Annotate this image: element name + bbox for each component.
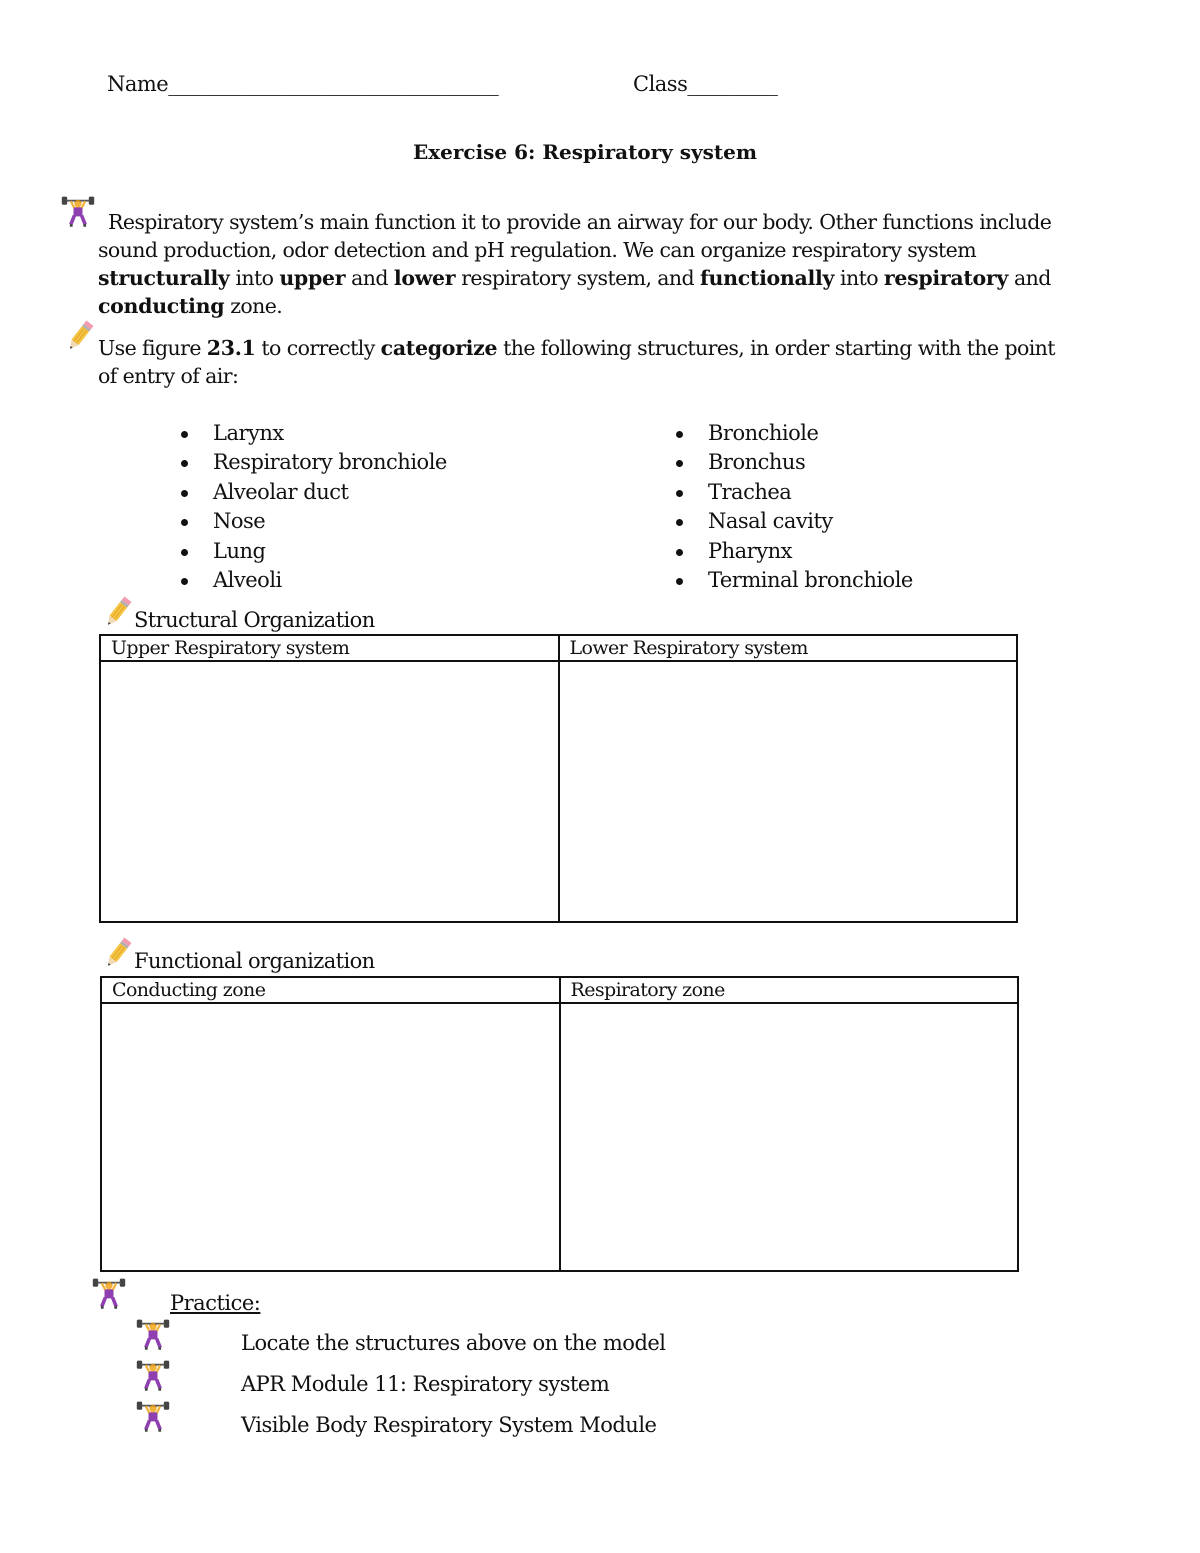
practice-item: Locate the structures above on the model bbox=[241, 1331, 666, 1355]
list-item: Pharynx bbox=[676, 537, 913, 566]
weightlifter-icon bbox=[91, 1275, 127, 1311]
list-item: Alveolar duct bbox=[181, 478, 447, 507]
weightlifter-icon bbox=[135, 1316, 171, 1352]
list-item: Trachea bbox=[676, 478, 913, 507]
functional-organization-table bbox=[100, 976, 1019, 1272]
upper-respiratory-header: Upper Respiratory system bbox=[100, 635, 559, 661]
weightlifter-icon bbox=[135, 1398, 171, 1434]
structure-list-right bbox=[676, 419, 913, 595]
list-item: Bronchiole bbox=[676, 419, 913, 448]
structure-list-left bbox=[181, 419, 447, 595]
weightlifter-icon bbox=[60, 193, 96, 229]
list-item: Terminal bronchiole bbox=[676, 566, 913, 595]
list-item: Nasal cavity bbox=[676, 507, 913, 536]
structural-organization-label: Structural Organization bbox=[134, 608, 375, 632]
instruction-paragraph: Use figure 23.1 to correctly categorize the following structures, in order starting with the point of entry of air: bbox=[98, 336, 1055, 388]
list-item: Lung bbox=[181, 537, 447, 566]
structural-organization-table bbox=[99, 634, 1018, 923]
weightlifter-icon bbox=[135, 1357, 171, 1393]
conducting-zone-cell[interactable] bbox=[101, 1003, 560, 1271]
practice-item: APR Module 11: Respiratory system bbox=[241, 1372, 610, 1396]
list-item: Respiratory bronchiole bbox=[181, 448, 447, 477]
practice-heading: Practice: bbox=[170, 1291, 261, 1315]
name-field[interactable]: Name_________________________________ bbox=[107, 72, 499, 96]
intro-paragraph: Respiratory system’s main function it to provide an airway for our body. Other functions include sound production, odor detection and pH regulation. We can organize respiratory system structurally into upper and lower respiratory system, and functionally into respiratory and conducting zone. bbox=[98, 210, 1052, 318]
pencil-icon bbox=[62, 318, 98, 354]
page-title: Exercise 6: Respiratory system bbox=[412, 140, 758, 164]
upper-respiratory-cell[interactable] bbox=[100, 661, 559, 922]
lower-respiratory-header: Lower Respiratory system bbox=[559, 635, 1018, 661]
list-item: Bronchus bbox=[676, 448, 913, 477]
pencil-icon bbox=[100, 594, 136, 630]
list-item: Nose bbox=[181, 507, 447, 536]
functional-organization-label: Functional organization bbox=[134, 949, 375, 973]
list-item: Larynx bbox=[181, 419, 447, 448]
lower-respiratory-cell[interactable] bbox=[559, 661, 1018, 922]
pencil-icon bbox=[100, 935, 136, 971]
respiratory-zone-header: Respiratory zone bbox=[560, 977, 1019, 1003]
list-item: Alveoli bbox=[181, 566, 447, 595]
respiratory-zone-cell[interactable] bbox=[560, 1003, 1019, 1271]
conducting-zone-header: Conducting zone bbox=[101, 977, 560, 1003]
class-field[interactable]: Class_________ bbox=[633, 72, 778, 96]
practice-item: Visible Body Respiratory System Module bbox=[241, 1413, 657, 1437]
